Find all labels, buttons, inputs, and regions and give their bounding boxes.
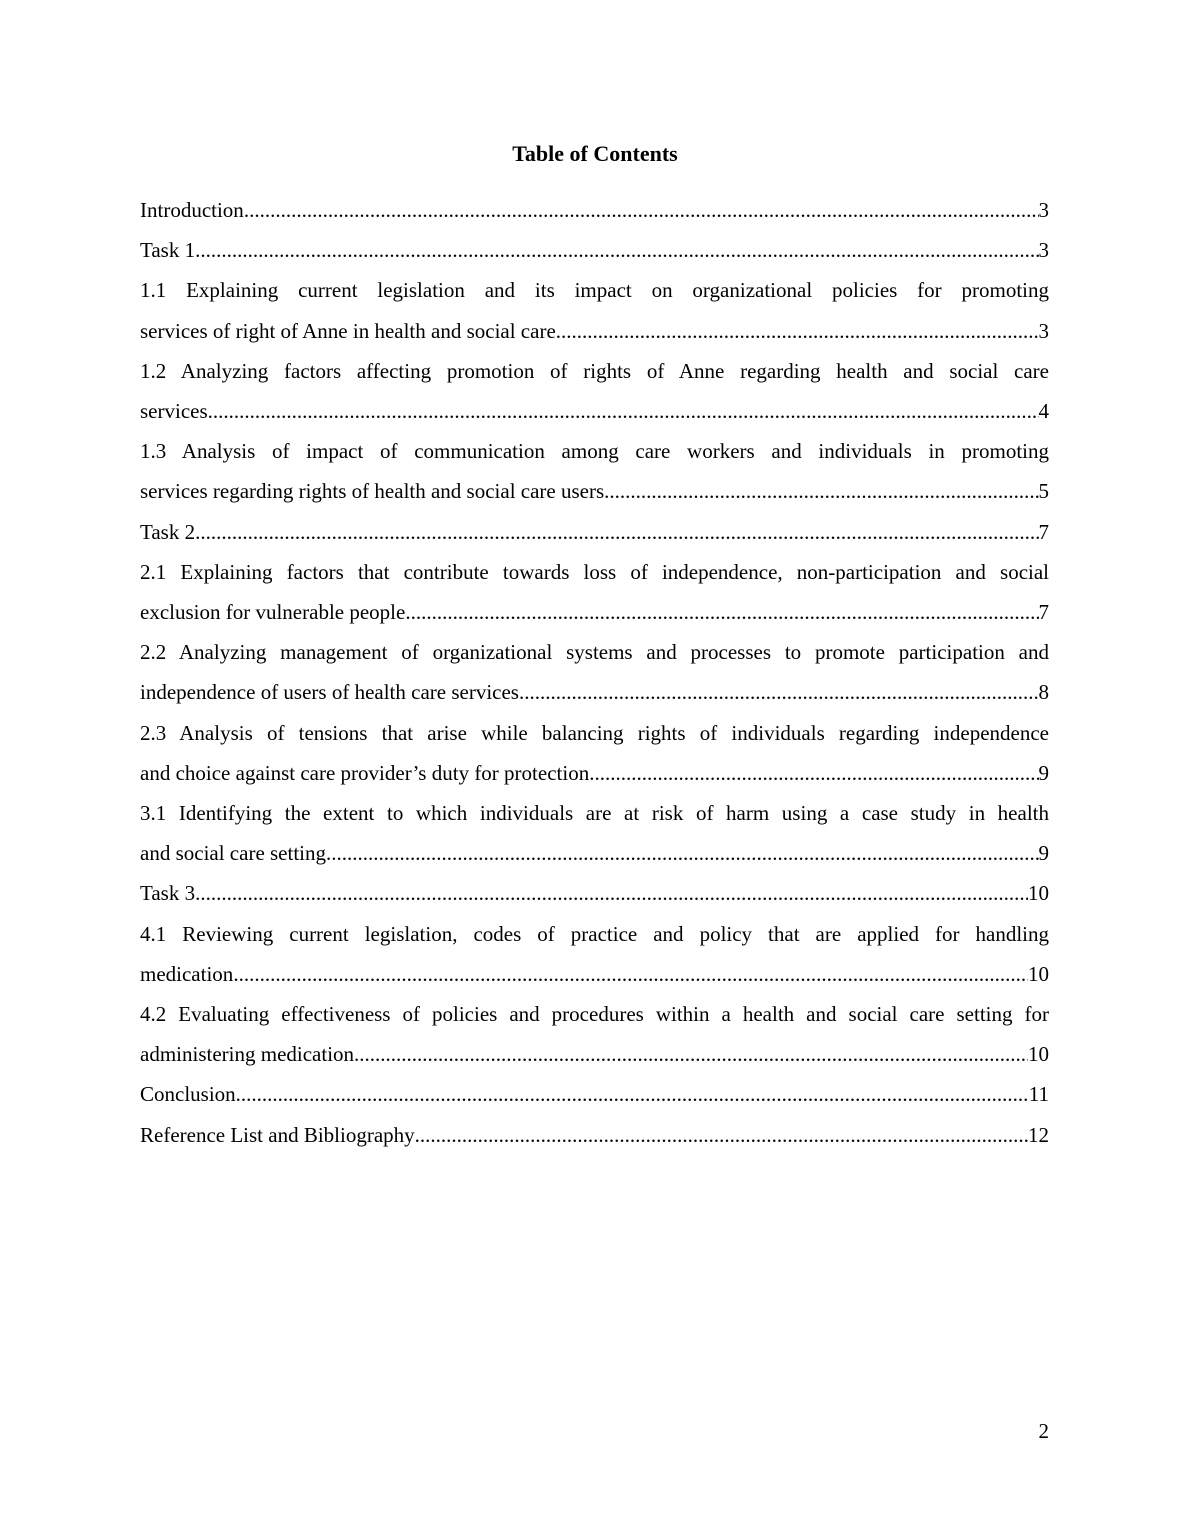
toc-entry-first-line: 2.1 Explaining factors that contribute towards loss of independence, non-participation and social [140, 559, 1049, 584]
dot-leader [208, 391, 1039, 431]
toc-entry-task-2[interactable] [140, 512, 1049, 552]
dot-leader [326, 833, 1038, 873]
toc-page-number: 10 [1028, 1042, 1049, 1067]
dot-leader [354, 1034, 1028, 1074]
toc-page-number: 9 [1038, 760, 1049, 785]
toc-entry-text: services of right of Anne in health and social care [140, 318, 556, 343]
toc-entry-text: exclusion for vulnerable people [140, 600, 406, 625]
toc-page-number: 11 [1028, 1082, 1049, 1107]
toc-page-number: 12 [1028, 1122, 1049, 1147]
toc-line [140, 873, 1049, 913]
dot-leader [604, 471, 1038, 511]
toc-page-number: 8 [1038, 680, 1049, 705]
toc-line [140, 833, 1049, 873]
toc-line [140, 471, 1049, 511]
dot-leader [556, 311, 1039, 351]
dot-leader [195, 873, 1028, 913]
toc-page-number: 3 [1038, 318, 1049, 343]
toc-entry-4-2[interactable] [140, 994, 1049, 1074]
toc-entry-2-3[interactable] [140, 713, 1049, 793]
toc-line [140, 1034, 1049, 1074]
toc-page-number: 10 [1028, 881, 1049, 906]
toc-entry-first-line: 3.1 Identifying the extent to which individuals are at risk of harm using a case study in health [140, 801, 1049, 826]
dot-leader [519, 672, 1039, 712]
toc-line [140, 592, 1049, 632]
toc-title: Table of Contents [512, 141, 678, 166]
toc-entry-first-line: 4.2 Evaluating effectiveness of policies and procedures within a health and social care setting for [140, 1002, 1049, 1027]
toc-line [140, 954, 1049, 994]
toc-entry-task-1[interactable] [140, 230, 1049, 270]
toc-entry-text: and social care setting [140, 841, 327, 866]
toc-entry-text: Task 3 [140, 881, 196, 906]
dot-leader [236, 1074, 1029, 1114]
toc-entry-text: Task 2 [140, 519, 196, 544]
toc-page-number: 7 [1038, 519, 1049, 544]
toc-page-number: 7 [1038, 600, 1049, 625]
dot-leader [589, 753, 1038, 793]
toc-entry-text: medication [140, 961, 234, 986]
toc-entry-1-3[interactable] [140, 431, 1049, 511]
toc-entry-text: Conclusion [140, 1082, 236, 1107]
toc-entry-text: and choice against care provider’s duty for protection [140, 760, 590, 785]
toc-entry-text: Reference List and Bibliography [140, 1122, 415, 1147]
toc-line [140, 190, 1049, 230]
toc-line [140, 1115, 1049, 1155]
toc-entry-text: services [140, 399, 208, 424]
toc-entry-conclusion[interactable] [140, 1074, 1049, 1114]
toc-entry-task-3[interactable] [140, 873, 1049, 913]
page-number: 2 [1038, 1419, 1049, 1443]
dot-leader [195, 230, 1038, 270]
toc-line [140, 230, 1049, 270]
toc-page-number: 10 [1028, 961, 1049, 986]
toc-entry-text: Introduction [140, 198, 244, 222]
toc-entry-references[interactable] [140, 1115, 1049, 1155]
toc-entry-1-1[interactable] [140, 270, 1049, 350]
toc-line [140, 512, 1049, 552]
toc-page-number: 3 [1038, 238, 1049, 263]
toc-line [140, 672, 1049, 712]
toc-entry-first-line: 1.3 Analysis of impact of communication among care workers and individuals in promoting [140, 439, 1049, 464]
toc-entry-text: Task 1 [140, 238, 196, 263]
toc-page-number: 9 [1038, 841, 1049, 866]
toc-entry-4-1[interactable] [140, 914, 1049, 994]
dot-leader [233, 954, 1028, 994]
toc-entry-first-line: 1.2 Analyzing factors affecting promotion of rights of Anne regarding health and social care [140, 358, 1049, 383]
toc-entry-first-line: 2.3 Analysis of tensions that arise while balancing rights of individuals regarding independence [140, 720, 1049, 745]
toc-entry-first-line: 4.1 Reviewing current legislation, codes of practice and policy that are applied for handling [140, 921, 1049, 946]
toc-list [140, 190, 1049, 1155]
dot-leader [244, 190, 1039, 230]
toc-page-number: 5 [1038, 479, 1049, 504]
toc-line [140, 391, 1049, 431]
dot-leader [415, 1115, 1028, 1155]
toc-entry-3-1[interactable] [140, 793, 1049, 873]
toc-line [140, 311, 1049, 351]
toc-line [140, 1074, 1049, 1114]
toc-entry-first-line: 2.2 Analyzing management of organizational systems and processes to promote participation and [140, 640, 1049, 665]
toc-entry-2-2[interactable] [140, 632, 1049, 712]
dot-leader [195, 512, 1038, 552]
toc-entry-2-1[interactable] [140, 552, 1049, 632]
dot-leader [405, 592, 1038, 632]
toc-page-number: 4 [1038, 399, 1049, 424]
toc-entry-1-2[interactable] [140, 351, 1049, 431]
toc-entry-text: administering medication [140, 1042, 355, 1067]
toc-entry-first-line: 1.1 Explaining current legislation and its impact on organizational policies for promoting [140, 278, 1049, 303]
toc-entry-text: services regarding rights of health and social care users [140, 479, 605, 504]
toc-entry-text: independence of users of health care services [140, 680, 519, 705]
toc-page-number: 3 [1038, 198, 1049, 222]
toc-line [140, 753, 1049, 793]
toc-entry-introduction[interactable] [140, 190, 1049, 230]
